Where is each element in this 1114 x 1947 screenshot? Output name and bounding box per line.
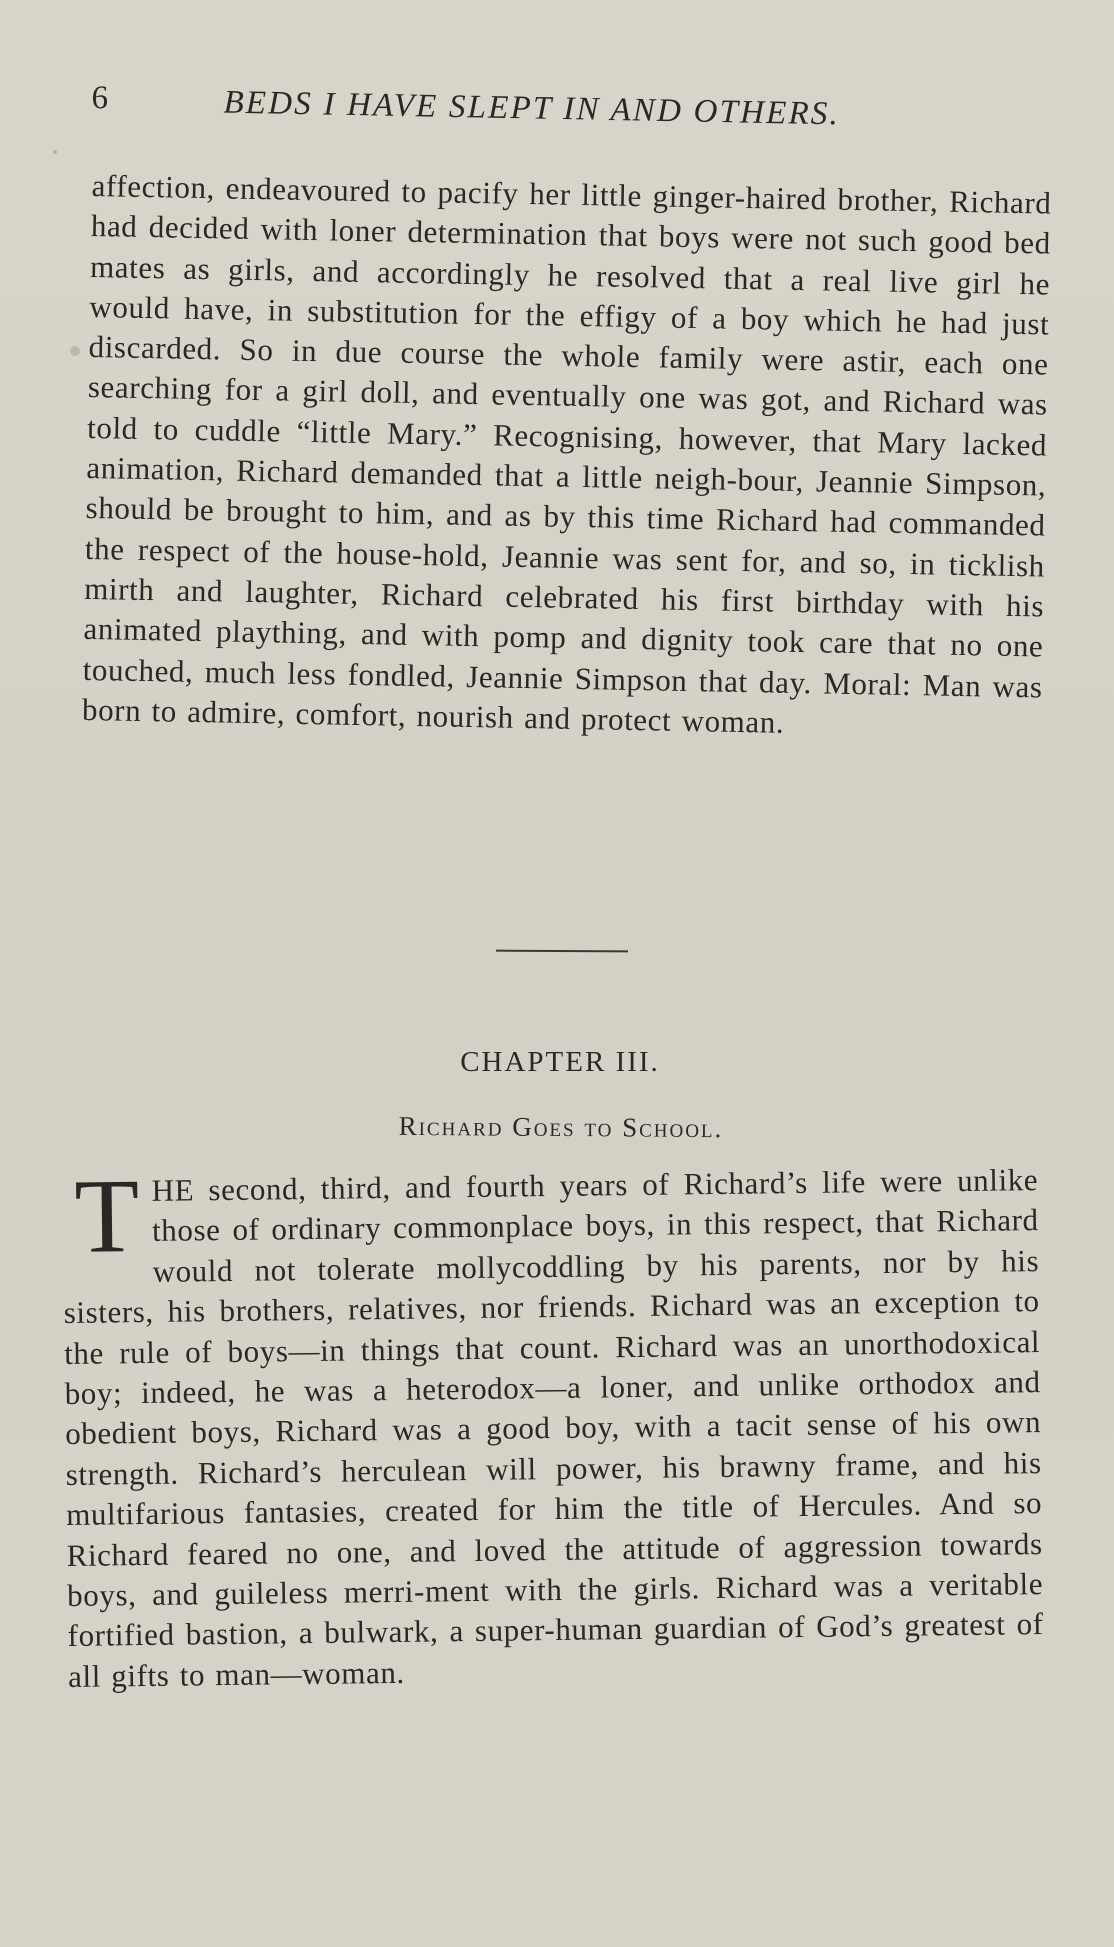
paper-smudge xyxy=(70,346,80,356)
running-title: BEDS I HAVE SLEPT IN AND OTHERS. xyxy=(223,84,841,133)
paper-speck xyxy=(53,150,57,154)
chapter-body-text: HE second, third, and fourth years of Richard’s life were unlike those of ordinary commonplace boys, in this respect, that Richard would not tolerate mollycoddling by his parents, nor by his sisters, his brothers, relatives, nor friends. Richard was an exception to the rule of boys—in things that count. Richard was an unorthodoxical boy; indeed, he was a heterodox—a loner, and unlike orthodox and obedient boys, Richard was a good boy, with a tacit sense of his own strength. Richard’s herculean will power, his brawny frame, and his multifarious fantasies, created for him the title of Hercules. And so Richard feared no one, and loved the attitude of aggression towards boys, and guileless merri-ment with the girls. Richard was a veritable fortified bastion, a bulwark, a super-human guardian of God’s greatest of all gifts to man—woman. xyxy=(63,1162,1044,1694)
page-header xyxy=(91,76,972,153)
section-divider xyxy=(496,950,628,953)
chapter-body xyxy=(62,1157,1044,1697)
paragraph-top: affection, endeavoured to pacify her little ginger-haired brother, Richard had decided with loner determination that boys were not such good bed mates as girls, and accordingly he resolved that a real live girl he would have, in substitution for the effigy of a boy which he had just discarded. So in due course the whole family were astir, each one searching for a girl doll, and eventually one was got, and Richard was told to cuddle “little Mary.” Recognising, however, that Mary lacked animation, Richard demanded that a little neigh-bour, Jeannie Simpson, should be brought to him, and as by this time Richard had commanded the respect of the house-hold, Jeannie was sent for, and so, in ticklish mirth and laughter, Richard celebrated his first birthday with his animated plaything, and with pomp and dignity took care that no one touched, much less fondled, Jeannie Simpson that day. Moral: Man was born to admire, comfort, nourish and protect woman. xyxy=(81,167,1052,740)
chapter-subtitle: Richard Goes to School. xyxy=(398,1110,724,1144)
drop-cap: T xyxy=(73,1157,141,1275)
chapter-title: CHAPTER III. xyxy=(460,1046,660,1078)
page-number: 6 xyxy=(91,79,110,117)
